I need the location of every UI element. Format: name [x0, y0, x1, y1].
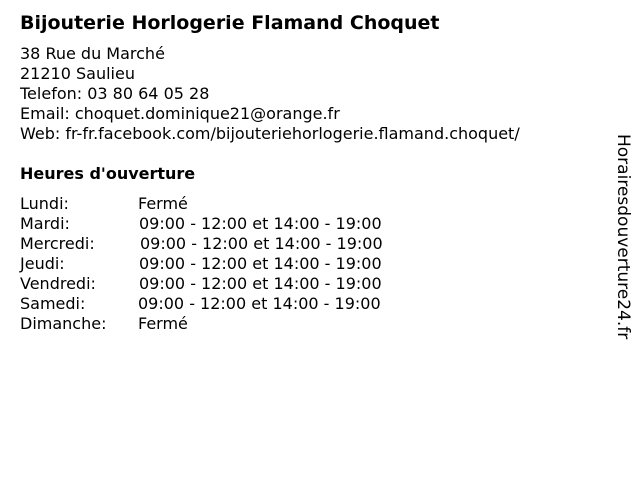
city-postal: 21210 Saulieu [20, 64, 135, 83]
day-hours: 09:00 - 12:00 et 14:00 - 19:00 [140, 234, 383, 253]
day-hours: 09:00 - 12:00 et 14:00 - 19:00 [138, 294, 381, 313]
day-label: Jeudi: [20, 254, 65, 273]
day-label: Mercredi: [20, 234, 95, 253]
contact-block [20, 44, 520, 144]
street-address: 38 Rue du Marché [20, 44, 165, 63]
day-hours: Fermé [138, 314, 188, 333]
day-hours: 09:00 - 12:00 et 14:00 - 19:00 [139, 214, 382, 233]
business-name: Bijouterie Horlogerie Flamand Choquet [20, 12, 440, 34]
hours-heading: Heures d'ouverture [20, 164, 196, 183]
day-hours: 09:00 - 12:00 et 14:00 - 19:00 [139, 274, 382, 293]
site-watermark: Horairesdouverture24.fr [613, 134, 633, 340]
day-label: Mardi: [20, 214, 70, 233]
day-label: Lundi: [20, 194, 69, 213]
day-label: Dimanche: [20, 314, 107, 333]
website-url: Web: fr-fr.facebook.com/bijouteriehorlogerie.flamand.choquet/ [20, 124, 520, 143]
day-label: Vendredi: [20, 274, 96, 293]
day-hours: Fermé [138, 194, 188, 213]
day-label: Samedi: [20, 294, 86, 313]
day-hours: 09:00 - 12:00 et 14:00 - 19:00 [139, 254, 382, 273]
phone-number: Telefon: 03 80 64 05 28 [20, 84, 210, 103]
email-address: Email: choquet.dominique21@orange.fr [20, 104, 340, 123]
